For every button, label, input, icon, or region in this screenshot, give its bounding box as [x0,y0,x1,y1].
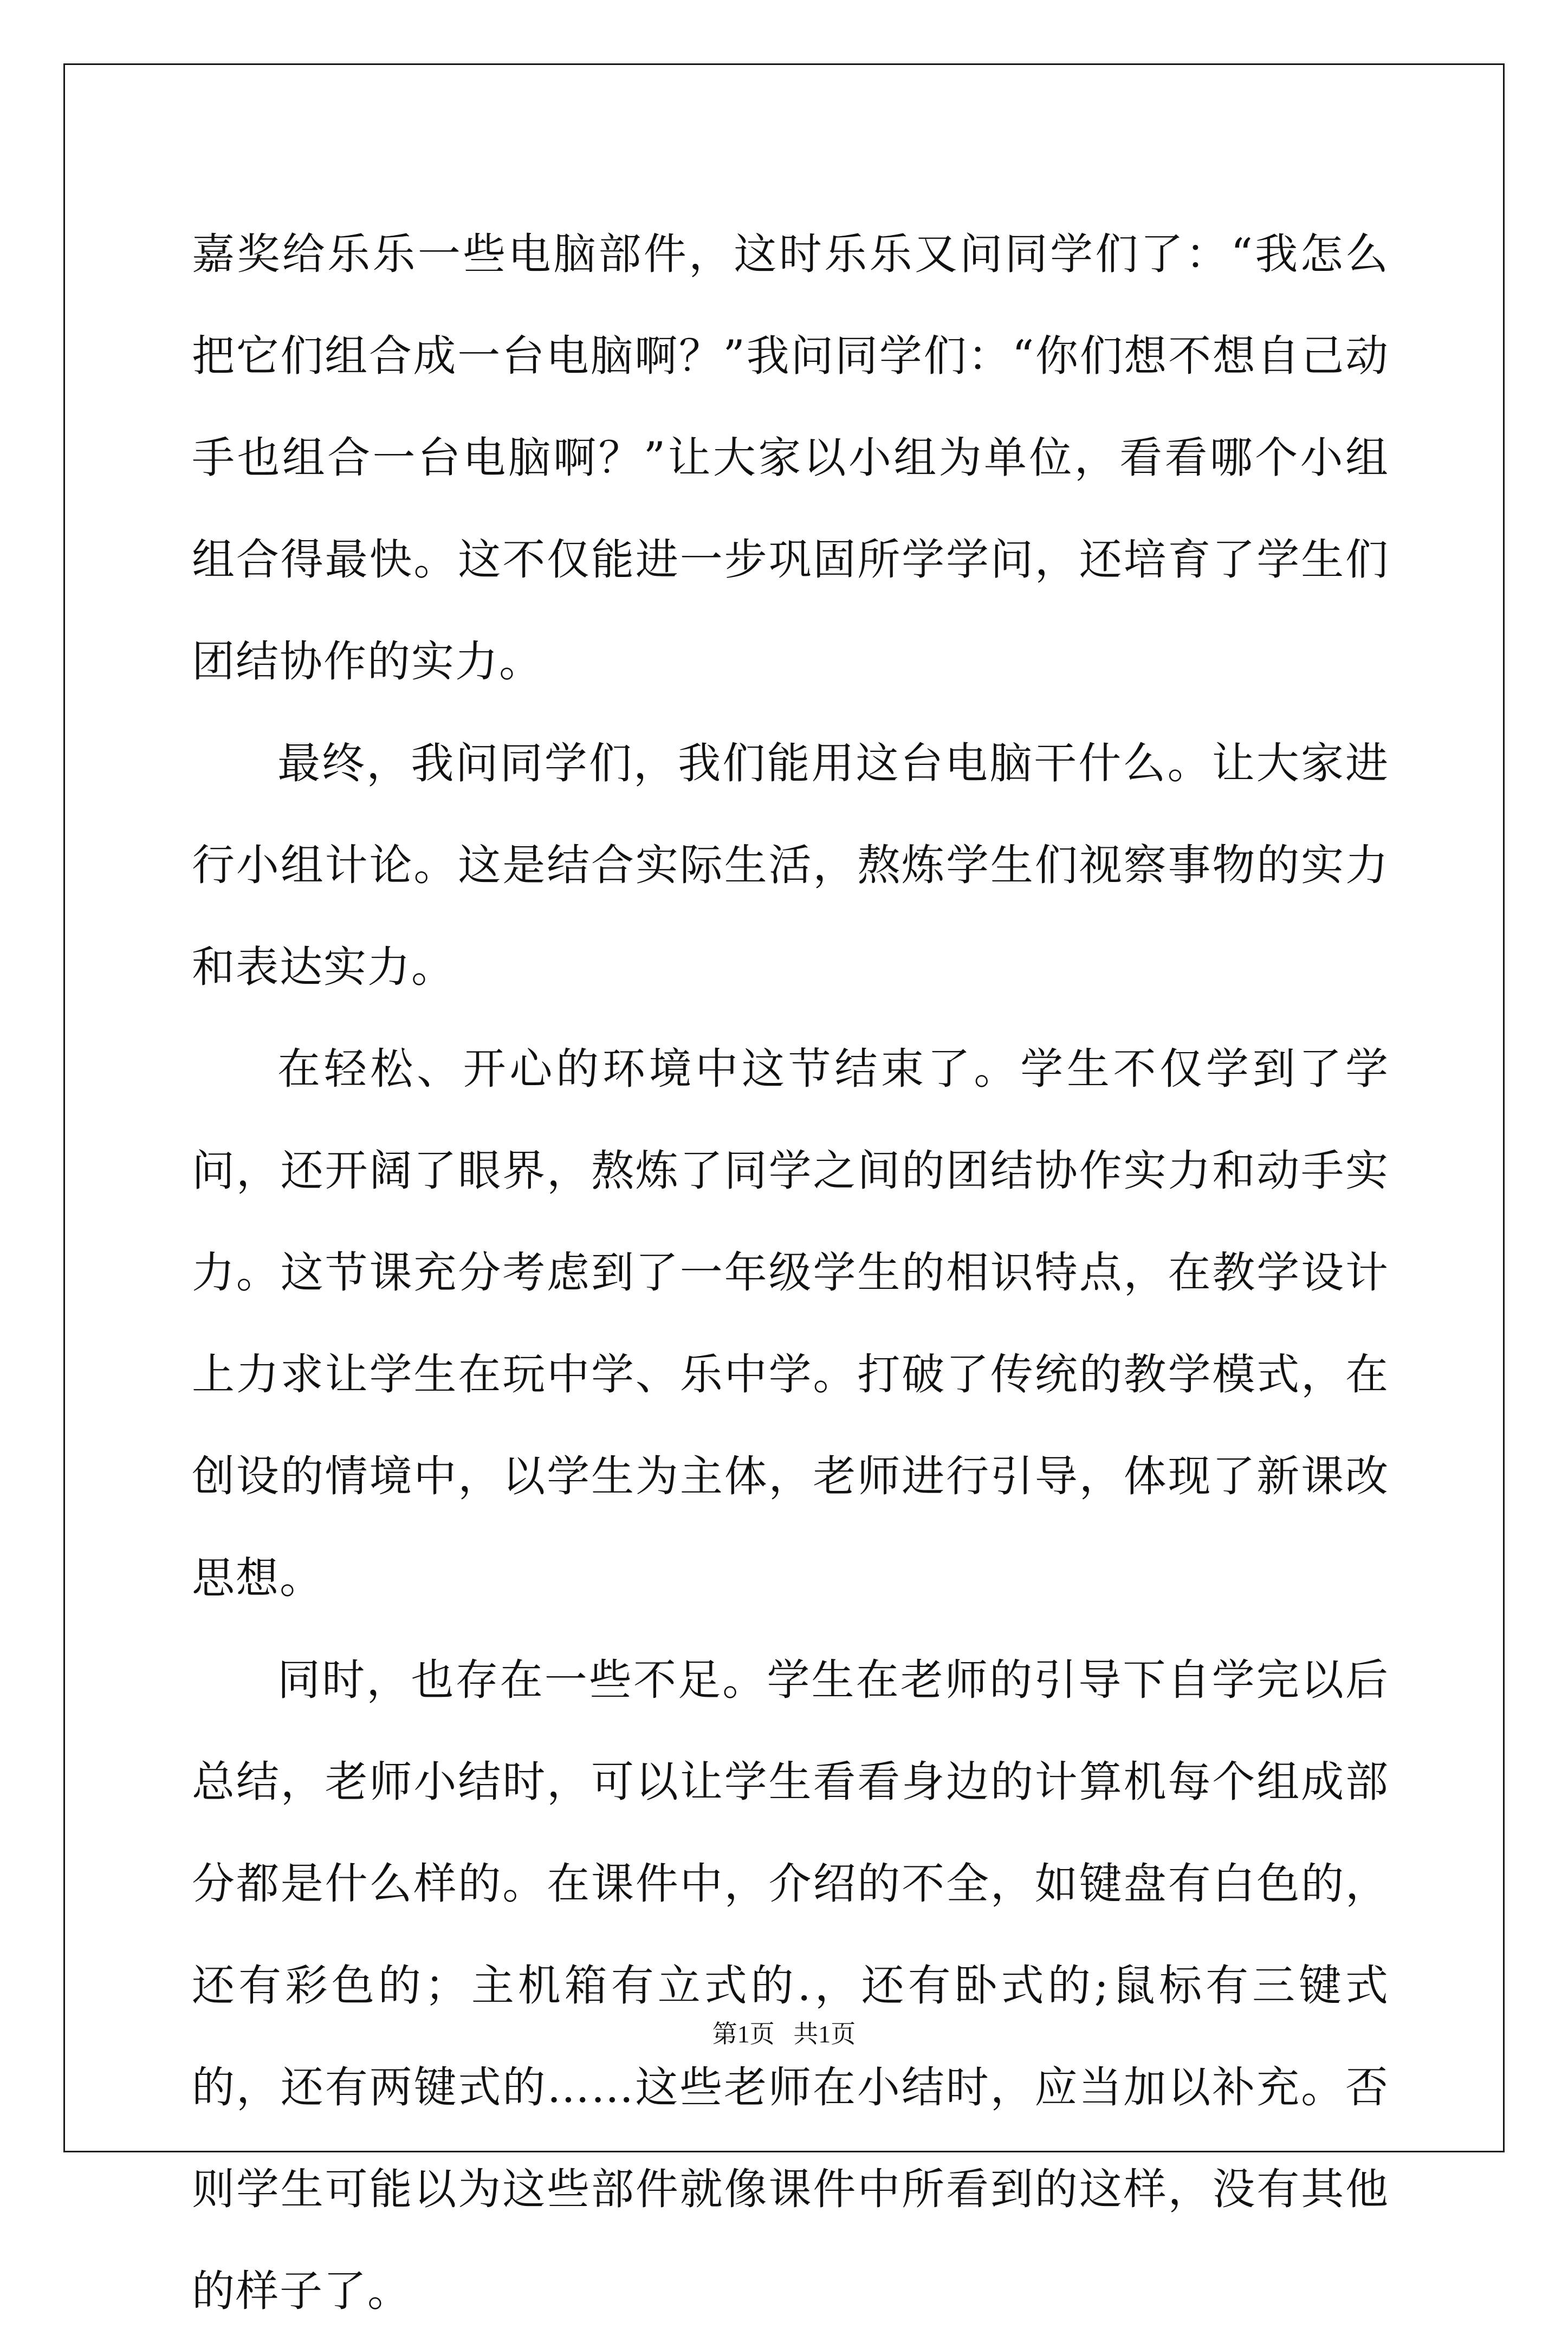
paragraph-2: 最终，我问同学们，我们能用这台电脑干什么。让大家进行小组计论。这是结合实际生活，熬炼学生们视察事物的实力和表达实力。 [192,738,1389,992]
paragraph-3: 在轻松、开心的环境中这节结束了。学生不仅学到了学问，还开阔了眼界，熬炼了同学之间的团结协作实力和动手实力。这节课充分考虑到了一年级学生的相识特点，在教学设计上力求让学生在玩中学、乐中学。打破了传统的教学模式，在创设的情境中，以学生为主体，老师进行引导，体现了新课改思想。 [192,1044,1389,1603]
page-footer: 第1页 共1页 [712,2020,856,2048]
paragraph-4: 同时，也存在一些不足。学生在老师的引导下自学完以后总结，老师小结时，可以让学生看看身边的计算机每个组成部分都是什么样的。在课件中，介绍的不全，如键盘有白色的，还有彩色的；主机箱有立式的.，还有卧式的;鼠标有三键式的，还有两键式的……这些老师在小结时，应当加以补充。否则学生可能以为这些部件就像课件中所看到的这样，没有其他的样子了。 [192,1655,1389,2316]
paragraph-1: 嘉奖给乐乐一些电脑部件，这时乐乐又问同学们了：“我怎么把它们组合成一台电脑啊？”我问同学们：“你们想不想自己动手也组合一台电脑啊？”让大家以小组为单位，看看哪个小组组合得最快。这不仅能进一步巩固所学学问，还培育了学生们团结协作的实力。 [192,229,1389,686]
